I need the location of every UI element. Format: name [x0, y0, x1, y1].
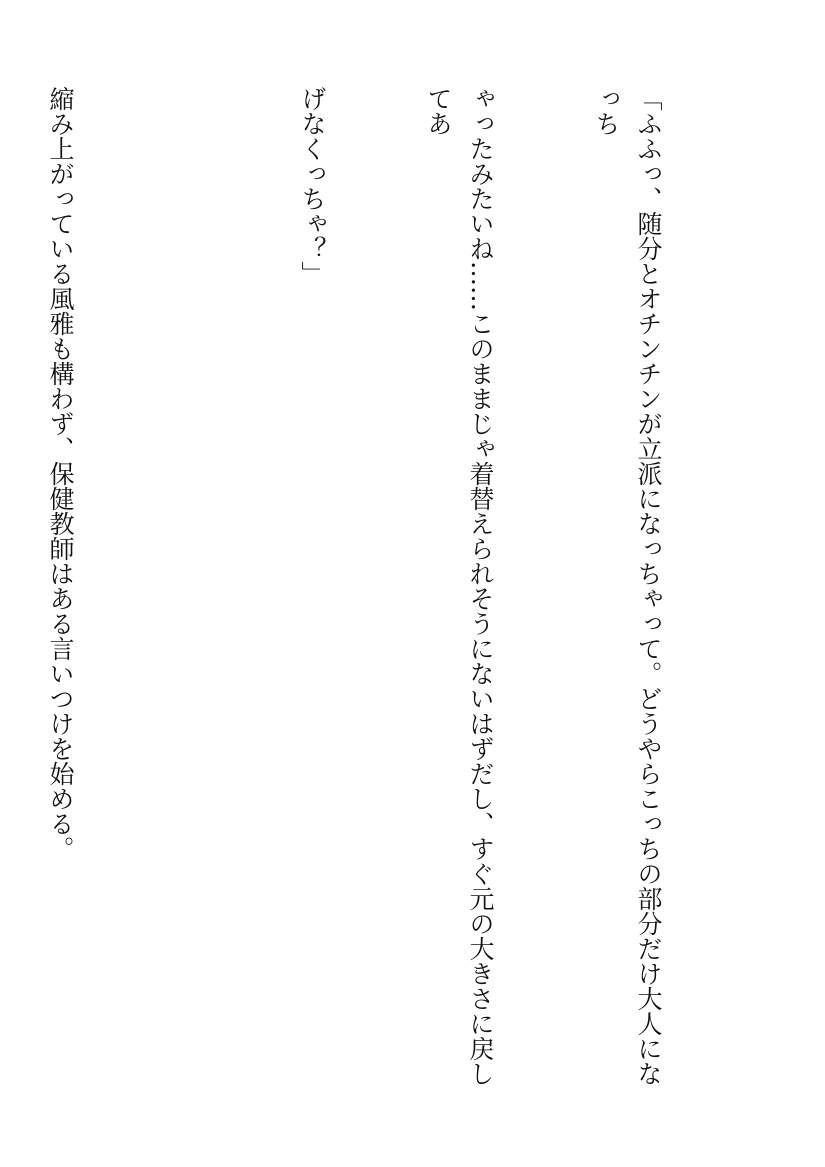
text-line: 「ふふっ、随分とオチンチンが立派になっちゃって。どうやらこっちの部分だけ大人になっち: [592, 86, 663, 1086]
text-line: ゃったみたいね……このままじゃ着替えられそうにないはずだし、すぐ元の大きさに戻してあ: [424, 86, 495, 1086]
text-line: 縮み上がっている風雅も構わず、保健教師はある言いつけを始める。: [46, 86, 75, 861]
blank-line: [165, 86, 207, 1096]
vertical-text-body: [0, 86, 753, 1096]
text-line: げなくっちゃ？」: [298, 86, 327, 286]
